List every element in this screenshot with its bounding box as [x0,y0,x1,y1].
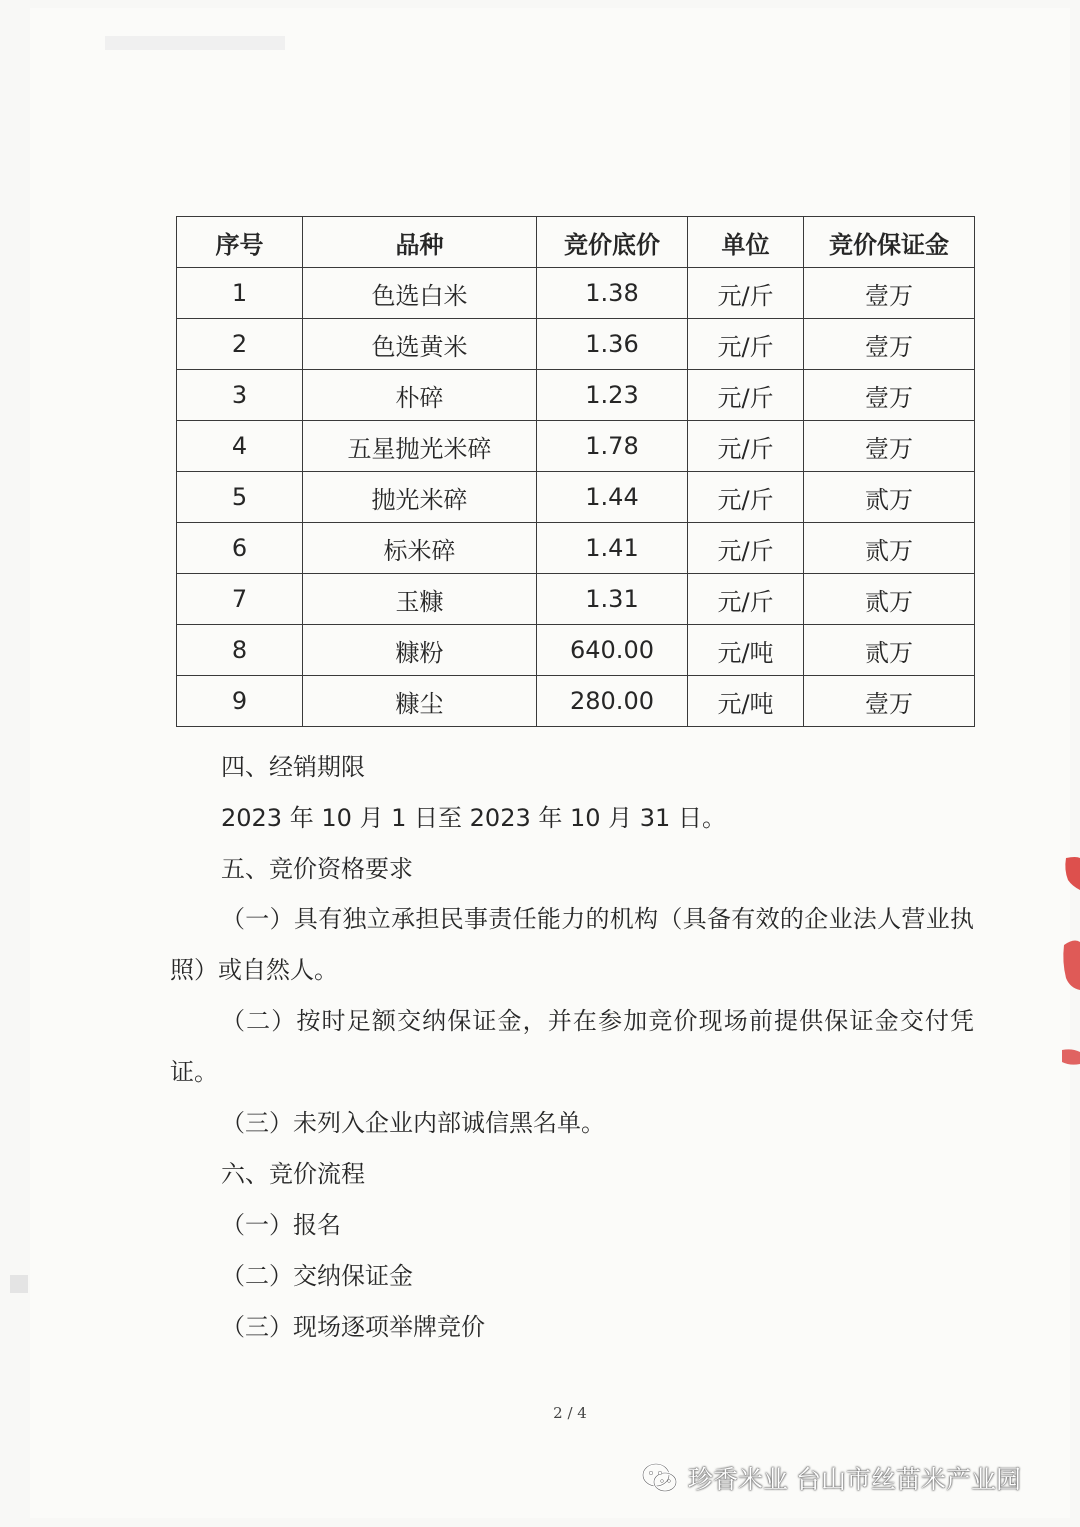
cell-seq: 5 [177,472,303,523]
table-header-row [177,217,975,268]
table-row [177,523,975,574]
cell-seq: 3 [177,370,303,421]
cell-variety: 色选黄米 [303,319,537,370]
wechat-icon [640,1458,680,1498]
table-row [177,625,975,676]
cell-variety: 五星抛光米碎 [303,421,537,472]
cell-deposit: 贰万 [804,625,975,676]
cell-seq: 4 [177,421,303,472]
scan-edge-mark [10,1275,28,1293]
bidding-price-table [176,216,975,727]
cell-seq: 1 [177,268,303,319]
page-number: 2 / 4 [553,1404,587,1422]
cell-base-price: 280.00 [537,676,688,727]
cell-variety: 玉糠 [303,574,537,625]
header-unit: 单位 [688,217,804,268]
cell-variety: 标米碎 [303,523,537,574]
header-deposit: 竞价保证金 [804,217,975,268]
cell-base-price: 1.38 [537,268,688,319]
cell-unit: 元/吨 [688,625,804,676]
cell-unit: 元/斤 [688,421,804,472]
cell-base-price: 1.78 [537,421,688,472]
section-5-item-3: （三）未列入企业内部诚信黑名单。 [221,1109,605,1137]
cell-unit: 元/斤 [688,574,804,625]
section-4-period: 2023 年 10 月 1 日至 2023 年 10 月 31 日。 [221,804,726,832]
cell-base-price: 1.36 [537,319,688,370]
red-seal-fragment [1058,850,1080,1080]
cell-seq: 9 [177,676,303,727]
cell-deposit: 壹万 [804,370,975,421]
cell-variety: 抛光米碎 [303,472,537,523]
cell-variety: 糠尘 [303,676,537,727]
table-row [177,472,975,523]
section-6-item-2: （二）交纳保证金 [221,1262,413,1290]
cell-deposit: 壹万 [804,319,975,370]
table-row [177,676,975,727]
table-row [177,370,975,421]
watermark-text: 珍香米业 台山市丝苗米产业园 [688,1465,1021,1494]
cell-variety: 色选白米 [303,268,537,319]
cell-base-price: 1.23 [537,370,688,421]
cell-unit: 元/吨 [688,676,804,727]
cell-unit: 元/斤 [688,472,804,523]
cell-base-price: 1.44 [537,472,688,523]
cell-unit: 元/斤 [688,370,804,421]
header-base-price: 竞价底价 [537,217,688,268]
cell-unit: 元/斤 [688,319,804,370]
cell-variety: 糠粉 [303,625,537,676]
cell-variety: 朴碎 [303,370,537,421]
cell-seq: 2 [177,319,303,370]
section-6-item-1: （一）报名 [221,1211,341,1239]
cell-deposit: 壹万 [804,676,975,727]
cell-deposit: 贰万 [804,574,975,625]
cell-deposit: 贰万 [804,523,975,574]
section-5-item-1: （一）具有独立承担民事责任能力的机构（具备有效的企业法人营业执照）或自然人。 [170,905,974,984]
cell-seq: 7 [177,574,303,625]
table-row [177,268,975,319]
cell-deposit: 壹万 [804,268,975,319]
cell-deposit: 贰万 [804,472,975,523]
section-4-title: 四、经销期限 [221,753,365,781]
header-seq: 序号 [177,217,303,268]
section-6-item-3: （三）现场逐项举牌竞价 [221,1313,485,1341]
header-variety: 品种 [303,217,537,268]
section-6-title: 六、竞价流程 [221,1160,365,1188]
cell-base-price: 1.31 [537,574,688,625]
cell-unit: 元/斤 [688,268,804,319]
section-5-item-2: （二）按时足额交纳保证金，并在参加竞价现场前提供保证金交付凭证。 [170,1007,974,1086]
table-row [177,421,975,472]
table-row [177,319,975,370]
faint-header-residue [105,36,285,50]
cell-base-price: 640.00 [537,625,688,676]
cell-deposit: 壹万 [804,421,975,472]
cell-unit: 元/斤 [688,523,804,574]
cell-seq: 8 [177,625,303,676]
table-row [177,574,975,625]
section-5-title: 五、竞价资格要求 [221,855,413,883]
wechat-watermark [640,1458,1021,1498]
cell-seq: 6 [177,523,303,574]
cell-base-price: 1.41 [537,523,688,574]
